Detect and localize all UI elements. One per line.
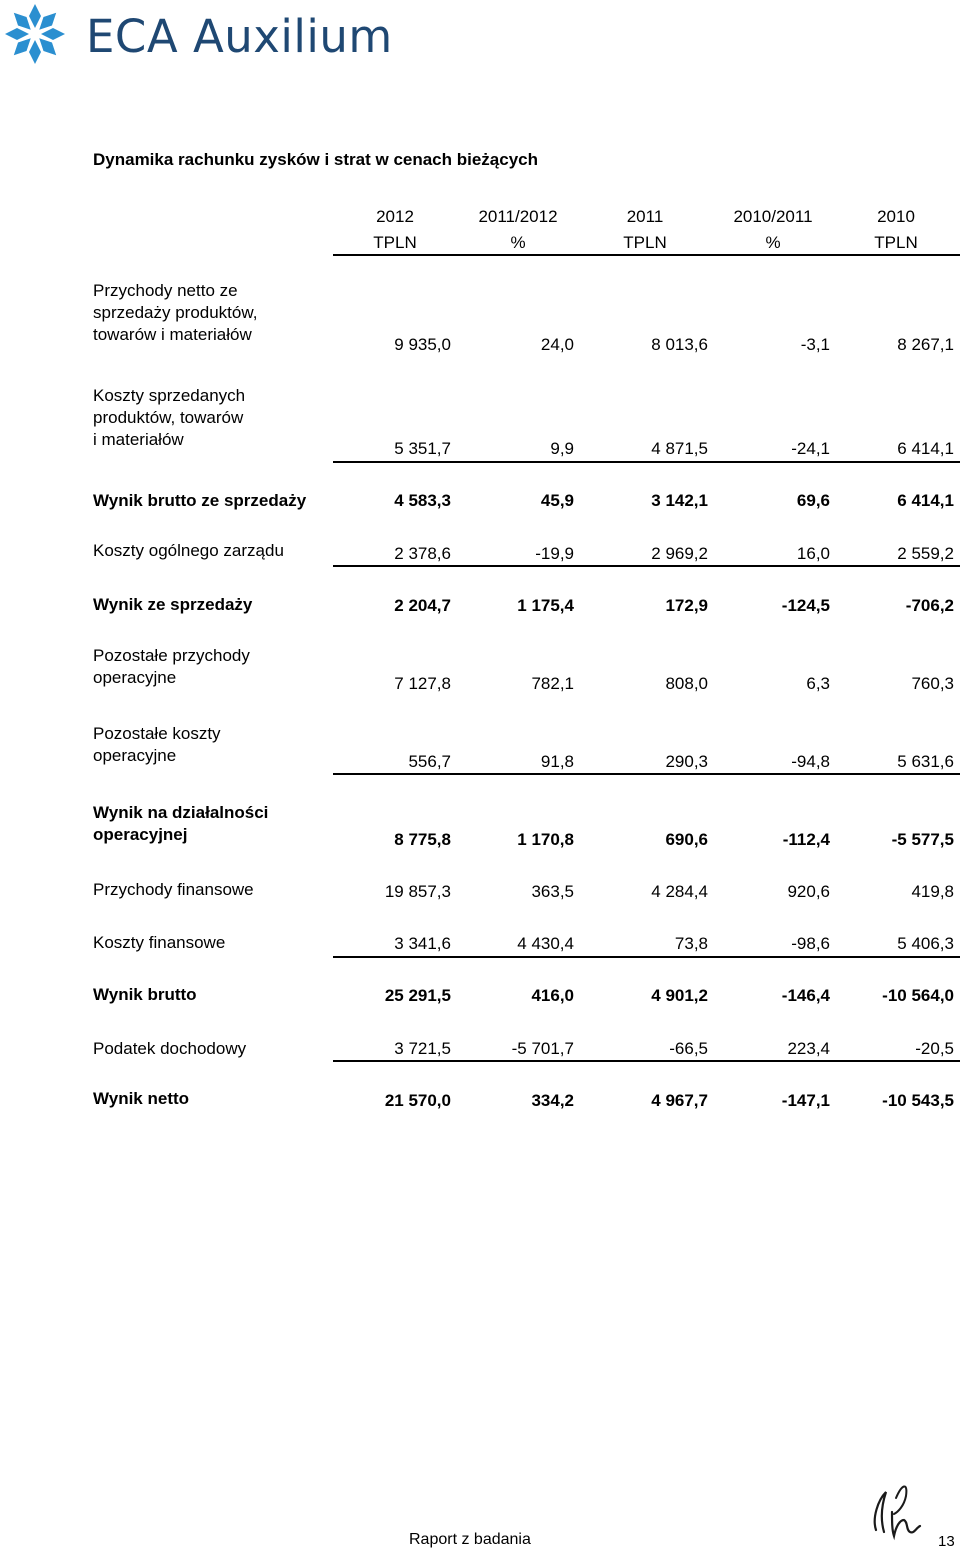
table-cell: 690,6	[665, 830, 708, 849]
row-label	[93, 540, 284, 562]
table-cell: 7 127,8	[394, 674, 451, 693]
logo-petal	[14, 38, 31, 55]
table-cell: 9,9	[550, 439, 574, 458]
row-label-line: Przychody finansowe	[93, 880, 254, 899]
logo-petal	[29, 40, 41, 64]
table-cell: 2 378,6	[394, 544, 451, 563]
logo-petal	[39, 13, 56, 30]
row-label-line: produktów, towarów	[93, 408, 244, 427]
company-logo	[4, 4, 66, 64]
table-cell: -5 577,5	[891, 830, 954, 849]
table-cell: 2 204,7	[394, 596, 451, 615]
rule-after-general-costs	[333, 565, 960, 567]
table-cell: -10 543,5	[882, 1091, 954, 1110]
row-label	[93, 1088, 189, 1110]
row-label-line: operacyjnej	[93, 825, 188, 844]
table-cell: -5 701,7	[511, 1039, 574, 1058]
table-cell: 2 969,2	[651, 544, 708, 563]
logo-petal	[5, 28, 29, 40]
row-label-line: i materiałów	[93, 430, 184, 449]
table-cell: 16,0	[796, 544, 830, 563]
logo-petal	[41, 28, 65, 40]
table-cell: 4 284,4	[651, 882, 708, 901]
table-cell: 808,0	[665, 674, 708, 693]
row-label	[93, 385, 245, 451]
table-cell: -146,4	[781, 986, 830, 1005]
row-label-line: sprzedaży produktów,	[93, 303, 258, 322]
row-label-line: Wynik brutto	[93, 985, 197, 1004]
row-label-line: operacyjne	[93, 668, 177, 687]
header-rule	[333, 254, 960, 256]
row-label-line: Wynik brutto ze sprzedaży	[93, 491, 307, 510]
table-cell: -66,5	[669, 1039, 708, 1058]
table-cell: 1 170,8	[517, 830, 574, 849]
table-cell: 5 631,6	[897, 752, 954, 771]
col-year-4: 2010/2011	[733, 207, 813, 226]
col-year-3: 2011	[626, 207, 664, 226]
row-label-line: Koszty sprzedanych	[93, 386, 246, 405]
rule-after-financial-costs	[333, 956, 960, 958]
table-cell: 21 570,0	[384, 1091, 451, 1110]
table-cell: 91,8	[540, 752, 574, 771]
table-cell: 3 341,6	[394, 934, 451, 953]
col-unit-3: TPLN	[623, 233, 667, 252]
table-cell: -98,6	[791, 934, 830, 953]
logo-petal	[29, 4, 41, 28]
table-cell: 73,8	[674, 934, 708, 953]
table-cell: 6,3	[806, 674, 830, 693]
rule-after-tax	[333, 1060, 960, 1062]
table-cell: 6 414,1	[897, 439, 954, 458]
row-label	[93, 645, 250, 689]
col-year-2: 2011/2012	[478, 207, 558, 226]
row-label	[93, 490, 306, 512]
table-cell: 3 721,5	[394, 1039, 451, 1058]
table-cell: 223,4	[787, 1039, 830, 1058]
row-label-line: operacyjne	[93, 746, 177, 765]
table-cell: -10 564,0	[882, 986, 954, 1005]
table-cell: 9 935,0	[394, 335, 451, 354]
row-label-line: Pozostałe przychody	[93, 646, 250, 665]
footer-report-label: Raport z badania	[409, 1531, 531, 1548]
row-label-line: Koszty ogólnego zarządu	[93, 541, 284, 560]
table-cell: -3,1	[800, 335, 830, 354]
table-cell: 24,0	[540, 335, 574, 354]
row-label-line: towarów i materiałów	[93, 325, 252, 344]
table-cell: 5 406,3	[897, 934, 954, 953]
row-label-line: Wynik ze sprzedaży	[93, 595, 253, 614]
table-cell: 782,1	[531, 674, 574, 693]
logo-petal	[39, 38, 56, 55]
row-label-line: Wynik netto	[93, 1089, 190, 1108]
table-cell: 1 175,4	[517, 596, 574, 615]
table-cell: 363,5	[531, 882, 574, 901]
table-cell: -24,1	[791, 439, 830, 458]
row-label	[93, 984, 197, 1006]
table-cell: 4 430,4	[517, 934, 574, 953]
table-cell: 19 857,3	[384, 882, 451, 901]
col-unit-5: TPLN	[874, 233, 918, 252]
col-year-5: 2010	[877, 207, 915, 226]
table-cell: -19,9	[535, 544, 574, 563]
brand-name: ECA Auxilium	[86, 10, 393, 63]
star-logo-icon	[4, 3, 66, 65]
table-cell: 290,3	[665, 752, 708, 771]
rule-after-other-costs	[333, 773, 960, 775]
table-cell: -124,5	[781, 596, 830, 615]
row-label-line: Podatek dochodowy	[93, 1039, 247, 1058]
row-label	[93, 280, 257, 346]
row-label-line: Koszty finansowe	[93, 933, 226, 952]
table-cell: 4 967,7	[651, 1091, 708, 1110]
row-label-line: Pozostałe koszty	[93, 724, 221, 743]
table-cell: 69,6	[796, 491, 830, 510]
table-cell: 6 414,1	[897, 491, 954, 510]
table-cell: 416,0	[531, 986, 574, 1005]
table-cell: 4 901,2	[651, 986, 708, 1005]
table-cell: 419,8	[911, 882, 954, 901]
table-cell: 25 291,5	[384, 986, 451, 1005]
col-unit-4: %	[765, 233, 781, 252]
table-cell: 8 775,8	[394, 830, 451, 849]
table-cell: -94,8	[791, 752, 830, 771]
table-cell: -706,2	[905, 596, 954, 615]
table-cell: -147,1	[781, 1091, 830, 1110]
col-unit-1: TPLN	[373, 233, 417, 252]
row-label	[93, 594, 252, 616]
col-unit-2: %	[510, 233, 526, 252]
table-cell: 556,7	[408, 752, 451, 771]
row-label-line: Przychody netto ze	[93, 281, 238, 300]
table-cell: 4 583,3	[394, 491, 451, 510]
row-label	[93, 932, 225, 954]
table-cell: -112,4	[782, 830, 830, 849]
col-year-1: 2012	[376, 207, 414, 226]
page-number: 13	[938, 1533, 955, 1550]
table-cell: 45,9	[540, 491, 574, 510]
table-cell: 172,9	[665, 596, 708, 615]
table-cell: 920,6	[787, 882, 830, 901]
logo-petal	[14, 13, 31, 30]
table-cell: 760,3	[911, 674, 954, 693]
row-label	[93, 1038, 246, 1060]
table-cell: 2 559,2	[897, 544, 954, 563]
rule-after-cost-of-sales	[333, 461, 960, 463]
row-label	[93, 879, 254, 901]
table-cell: 5 351,7	[394, 439, 451, 458]
handwritten-signature	[862, 1478, 932, 1548]
table-cell: 3 142,1	[651, 491, 708, 510]
row-label-line: Wynik na działalności	[93, 803, 269, 822]
row-label	[93, 802, 268, 846]
table-cell: 8 267,1	[897, 335, 954, 354]
page-title: Dynamika rachunku zysków i strat w cenach bieżących	[93, 150, 539, 169]
table-cell: 4 871,5	[651, 439, 708, 458]
row-label	[93, 723, 221, 767]
table-cell: 334,2	[531, 1091, 574, 1110]
table-cell: 8 013,6	[651, 335, 708, 354]
table-cell: -20,5	[915, 1039, 954, 1058]
